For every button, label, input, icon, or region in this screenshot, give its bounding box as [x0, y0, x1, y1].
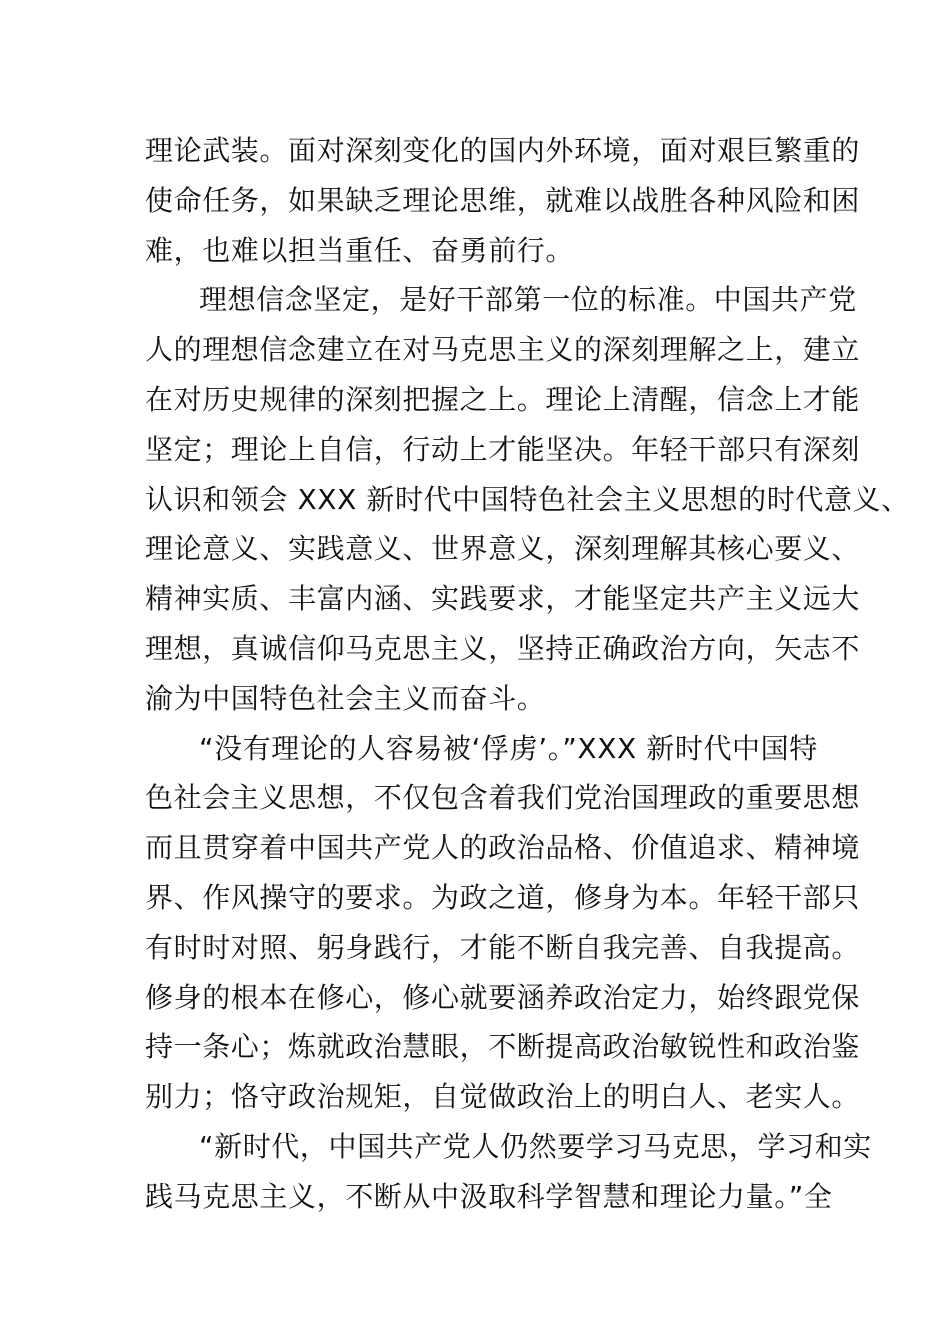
text-line: 持一条心；炼就政治慧眼，不断提高政治敏锐性和政治鉴	[145, 1030, 861, 1064]
text-line: 理想信念坚定，是好干部第一位的标准。中国共产党	[199, 283, 857, 317]
text-line: 精神实质、丰富内涵、实践要求，才能坚定共产主义远大	[145, 582, 861, 616]
text-line: 践马克思主义，不断从中汲取科学智慧和理论力量。”全	[145, 1179, 833, 1213]
text-line: 理论武装。面对深刻变化的国内外环境，面对艰巨繁重的	[145, 134, 861, 167]
text-line: 有时时对照、躬身践行，才能不断自我完善、自我提高。	[145, 930, 861, 964]
paragraph-4	[145, 1122, 872, 1222]
text-line: 使命任务，如果缺乏理论思维，就难以战胜各种风险和困	[145, 183, 861, 217]
text-line: 认识和领会 XXX 新时代中国特色社会主义思想的时代意义、	[145, 482, 910, 516]
paragraph-3	[145, 724, 861, 1122]
text-line: 色社会主义思想，不仅包含着我们党治国理政的重要思想	[145, 781, 861, 815]
text-line: “新时代，中国共产党人仍然要学习马克思，学习和实	[199, 1129, 872, 1163]
text-line: 人的理想信念建立在对马克思主义的深刻理解之上，建立	[145, 333, 861, 367]
text-line: 坚定；理论上自信，行动上才能坚决。年轻干部只有深刻	[145, 432, 861, 466]
text-line: 而且贯穿着中国共产党人的政治品格、价值追求、精神境	[145, 831, 861, 865]
text-line: 界、作风操守的要求。为政之道，修身为本。年轻干部只	[145, 880, 861, 914]
text-line: 别力；恪守政治规矩，自觉做政治上的明白人、老实人。	[145, 1080, 861, 1114]
body-text	[145, 126, 910, 1222]
text-line: 渝为中国特色社会主义而奋斗。	[145, 681, 546, 715]
text-line: 修身的根本在修心，修心就要涵养政治定力，始终跟党保	[145, 980, 861, 1014]
text-line: “没有理论的人容易被‘俘虏’。”XXX 新时代中国特	[199, 731, 818, 765]
paragraph-1	[145, 126, 861, 275]
text-line: 理想，真诚信仰马克思主义，坚持正确政治方向，矢志不	[145, 631, 861, 665]
text-line: 难，也难以担当重任、奋勇前行。	[145, 233, 575, 267]
text-line: 在对历史规律的深刻把握之上。理论上清醒，信念上才能	[145, 382, 861, 416]
text-line: 理论意义、实践意义、世界意义，深刻理解其核心要义、	[145, 532, 861, 566]
paragraph-2	[145, 275, 910, 723]
